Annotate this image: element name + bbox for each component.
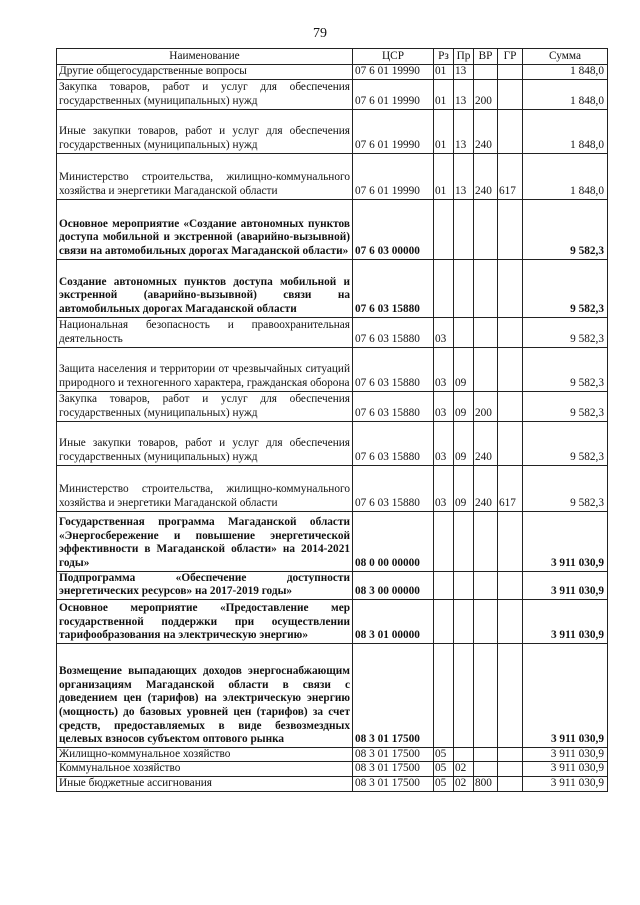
table-cell-name: Основное мероприятие «Предоставление мер государственной поддержки при осуществлении тарифообразования на электрическую энергию» [57,599,353,643]
table-cell-gr [498,347,523,391]
table-cell-vr [474,762,498,777]
table-cell-vr: 240 [474,421,498,465]
table-cell-name: Министерство строительства, жилищно-коммунального хозяйства и энергетики Магаданской области [57,153,353,199]
table-cell-name: Коммунальное хозяйство [57,762,353,777]
table-cell-csr: 07 6 01 19990 [353,79,434,109]
table-cell-sum: 3 911 030,9 [523,762,608,777]
table-header-row [57,49,608,65]
table-cell-gr: 617 [498,465,523,511]
table-row [57,347,608,391]
table-cell-name: Национальная безопасность и правоохранительная деятельность [57,317,353,347]
header-csr: ЦСР [353,49,434,65]
table-cell-vr: 200 [474,79,498,109]
table-cell-name: Иные закупки товаров, работ и услуг для обеспечения государственных (муниципальных) нужд [57,109,353,153]
table-cell-rz [434,571,454,599]
table-cell-vr: 240 [474,109,498,153]
table-cell-gr [498,762,523,777]
table-cell-rz: 03 [434,317,454,347]
table-cell-pr: 02 [454,762,474,777]
table-cell-rz: 03 [434,421,454,465]
table-cell-pr: 13 [454,79,474,109]
table-cell-sum: 3 911 030,9 [523,643,608,747]
table-cell-sum: 3 911 030,9 [523,776,608,791]
table-cell-vr [474,643,498,747]
table-cell-rz [434,643,454,747]
table-row [57,109,608,153]
table-cell-rz: 03 [434,465,454,511]
header-rz: Рз [434,49,454,65]
table-cell-sum: 9 582,3 [523,465,608,511]
table-row [57,391,608,421]
table-cell-pr: 09 [454,347,474,391]
table-cell-vr [474,747,498,762]
table-cell-name: Иные закупки товаров, работ и услуг для обеспечения государственных (муниципальных) нужд [57,421,353,465]
table-row [57,776,608,791]
table-cell-pr [454,259,474,317]
table-cell-csr: 07 6 03 15880 [353,259,434,317]
table-cell-vr [474,571,498,599]
header-sum: Сумма [523,49,608,65]
table-cell-vr [474,259,498,317]
table-cell-gr [498,571,523,599]
table-row [57,65,608,80]
table-cell-csr: 07 6 01 19990 [353,109,434,153]
table-cell-rz: 01 [434,109,454,153]
table-cell-gr [498,317,523,347]
table-cell-pr: 02 [454,776,474,791]
table-cell-vr [474,199,498,259]
table-cell-name: Защита населения и территории от чрезвычайных ситуаций природного и техногенного характера, гражданская оборона [57,347,353,391]
table-cell-csr: 08 3 00 00000 [353,571,434,599]
table-cell-pr: 13 [454,65,474,80]
table-cell-rz [434,199,454,259]
table-cell-gr [498,199,523,259]
table-cell-rz: 03 [434,347,454,391]
table-cell-sum: 3 911 030,9 [523,599,608,643]
page-number: 79 [313,26,327,41]
table-cell-vr [474,599,498,643]
table-cell-gr [498,79,523,109]
table-cell-name: Подпрограмма «Обеспечение доступности энергетических ресурсов» на 2017-2019 годы» [57,571,353,599]
table-row [57,317,608,347]
header-name: Наименование [57,49,353,65]
table-cell-gr [498,65,523,80]
table-cell-csr: 08 3 01 17500 [353,643,434,747]
table-cell-rz: 01 [434,79,454,109]
table-cell-sum: 1 848,0 [523,65,608,80]
table-cell-name: Иные бюджетные ассигнования [57,776,353,791]
table-cell-gr [498,391,523,421]
table-cell-name: Основное мероприятие «Создание автономных пунктов доступа мобильной и экстренной (аварийно-вызывной) связи на автомобильных дорогах Магаданской области» [57,199,353,259]
table-cell-csr: 07 6 03 15880 [353,465,434,511]
table-cell-csr: 08 0 00 00000 [353,511,434,571]
table-cell-vr: 800 [474,776,498,791]
table-cell-pr [454,643,474,747]
table-cell-name: Другие общегосударственные вопросы [57,65,353,80]
table-cell-gr [498,511,523,571]
table-cell-sum: 9 582,3 [523,347,608,391]
table-row [57,199,608,259]
table-cell-gr [498,421,523,465]
table-cell-pr: 09 [454,421,474,465]
table-cell-vr: 240 [474,153,498,199]
table-row [57,762,608,777]
table-cell-csr: 07 6 03 00000 [353,199,434,259]
table-cell-sum: 3 911 030,9 [523,511,608,571]
table-cell-pr: 09 [454,465,474,511]
table-cell-rz: 05 [434,762,454,777]
table-row [57,259,608,317]
table-cell-csr: 08 3 01 17500 [353,762,434,777]
table-cell-gr [498,643,523,747]
table-cell-name: Закупка товаров, работ и услуг для обеспечения государственных (муниципальных) нужд [57,391,353,421]
table-cell-rz: 03 [434,391,454,421]
table-cell-csr: 08 3 01 17500 [353,776,434,791]
table-cell-rz: 05 [434,747,454,762]
table-cell-sum: 9 582,3 [523,259,608,317]
table-row [57,465,608,511]
table-cell-name: Государственная программа Магаданской области «Энергосбережение и повышение энергетической эффективности в Магаданской области» на 2014-2021 годы» [57,511,353,571]
table-cell-rz: 01 [434,65,454,80]
table-cell-csr: 07 6 03 15880 [353,317,434,347]
budget-table [56,48,608,792]
table-cell-sum: 9 582,3 [523,317,608,347]
table-cell-rz: 05 [434,776,454,791]
table-row [57,643,608,747]
table-cell-sum: 3 911 030,9 [523,571,608,599]
table-row [57,511,608,571]
table-cell-rz [434,259,454,317]
table-cell-csr: 08 3 01 17500 [353,747,434,762]
table-cell-csr: 07 6 03 15880 [353,421,434,465]
table-cell-rz [434,599,454,643]
table-cell-vr: 200 [474,391,498,421]
table-cell-vr: 240 [474,465,498,511]
table-cell-pr: 09 [454,391,474,421]
table-row [57,153,608,199]
table-cell-gr [498,776,523,791]
table-cell-pr: 13 [454,153,474,199]
table-cell-rz: 01 [434,153,454,199]
table-cell-pr [454,571,474,599]
table-cell-vr [474,347,498,391]
table-cell-pr [454,599,474,643]
table-cell-name: Министерство строительства, жилищно-коммунального хозяйства и энергетики Магаданской области [57,465,353,511]
table-cell-name: Создание автономных пунктов доступа мобильной и экстренной (аварийно-вызывной) связи на автомобильных дорогах Магаданской области [57,259,353,317]
table-cell-name: Жилищно-коммунальное хозяйство [57,747,353,762]
table-cell-pr [454,199,474,259]
table-cell-sum: 1 848,0 [523,79,608,109]
table-row [57,747,608,762]
table-cell-gr [498,259,523,317]
table-cell-pr: 13 [454,109,474,153]
table-cell-csr: 07 6 01 19990 [353,65,434,80]
table-cell-gr [498,747,523,762]
header-gr: ГР [498,49,523,65]
header-pr: Пр [454,49,474,65]
table-cell-name: Закупка товаров, работ и услуг для обеспечения государственных (муниципальных) нужд [57,79,353,109]
table-cell-sum: 1 848,0 [523,109,608,153]
table-row [57,599,608,643]
table-cell-gr: 617 [498,153,523,199]
table-cell-csr: 07 6 01 19990 [353,153,434,199]
table-cell-csr: 08 3 01 00000 [353,599,434,643]
table-cell-vr [474,65,498,80]
header-vr: ВР [474,49,498,65]
table-cell-pr [454,317,474,347]
table-cell-sum: 9 582,3 [523,421,608,465]
table-cell-sum: 1 848,0 [523,153,608,199]
table-cell-name: Возмещение выпадающих доходов энергоснабжающим организациям Магаданской области в связи с доведением цен (тарифов) на электрическую энергию (мощность) до базовых уровней цен (тарифов) за счет средств, предоставляемых в виде безвозмездных целевых взносов субъектом оптового рынка [57,643,353,747]
table-row [57,421,608,465]
table-cell-sum: 3 911 030,9 [523,747,608,762]
table-cell-pr [454,511,474,571]
table-cell-sum: 9 582,3 [523,199,608,259]
table-cell-pr [454,747,474,762]
table-cell-csr: 07 6 03 15880 [353,391,434,421]
table-cell-vr [474,317,498,347]
table-cell-csr: 07 6 03 15880 [353,347,434,391]
table-cell-gr [498,109,523,153]
table-row [57,79,608,109]
table-row [57,571,608,599]
table-cell-sum: 9 582,3 [523,391,608,421]
table-cell-vr [474,511,498,571]
table-cell-rz [434,511,454,571]
table-cell-gr [498,599,523,643]
